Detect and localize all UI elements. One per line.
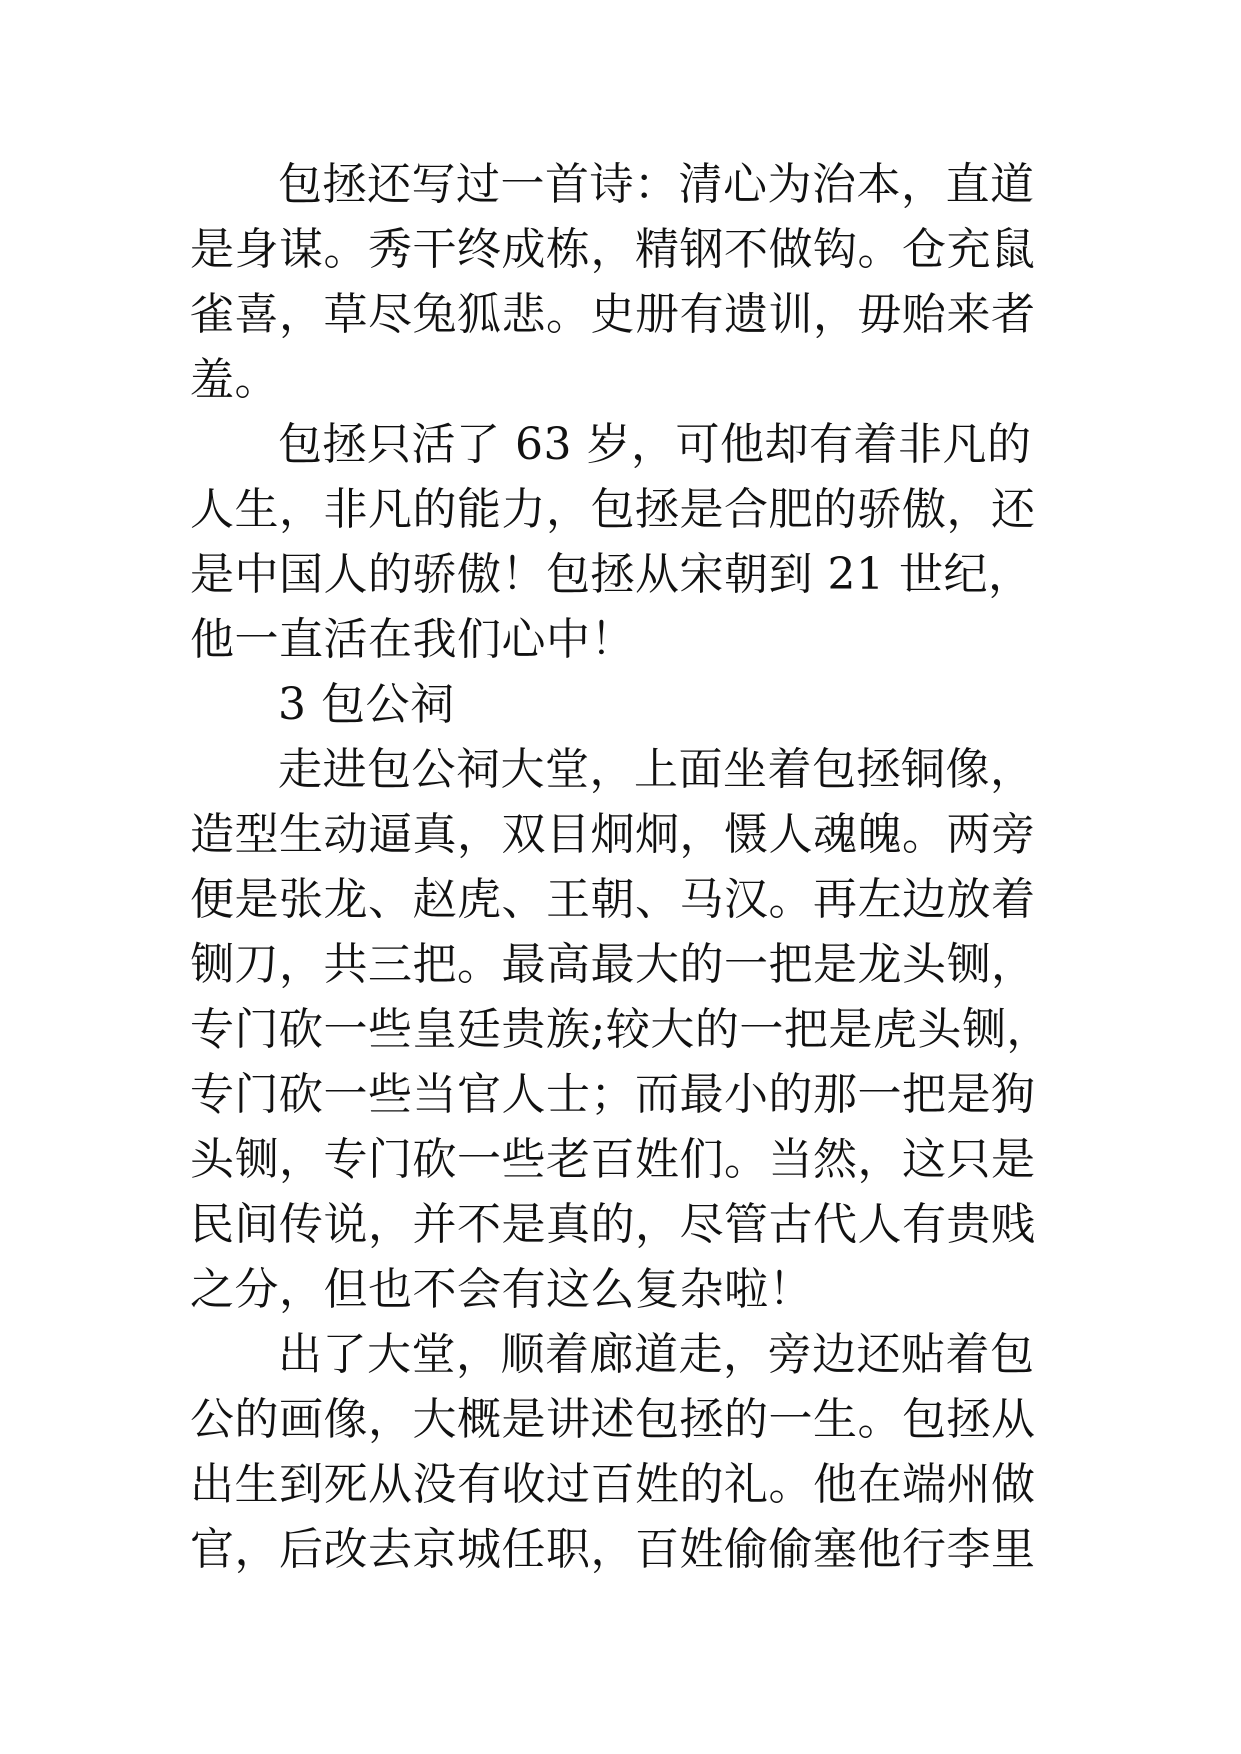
text-line: 是中国人的骄傲！包拯从宋朝到 21 世纪， (190, 549, 1033, 600)
text-line: 专门砍一些当官人士；而最小的那一把是狗 (190, 1069, 1036, 1120)
text-line: 羞。 (190, 354, 279, 405)
text-line: 出生到死从没有收过百姓的礼。他在端州做 (190, 1459, 1036, 1510)
body-text (190, 152, 1070, 1582)
text-line: 专门砍一些皇廷贵族;较大的一把是虎头铡， (190, 1004, 1051, 1055)
text-line: 民间传说，并不是真的，尽管古代人有贵贱 (190, 1199, 1036, 1250)
text-line: 头铡，专门砍一些老百姓们。当然，这只是 (190, 1134, 1036, 1185)
text-line: 造型生动逼真，双目炯炯，慑人魂魄。两旁 (190, 809, 1036, 860)
text-line: 出了大堂，顺着廊道走，旁边还贴着包 (278, 1329, 1035, 1380)
text-line: 铡刀，共三把。最高最大的一把是龙头铡， (190, 939, 1036, 990)
text-line: 他一直活在我们心中！ (190, 614, 635, 665)
text-line: 包拯还写过一首诗：清心为治本，直道 (278, 159, 1035, 210)
text-line: 公的画像，大概是讲述包拯的一生。包拯从 (190, 1394, 1036, 1445)
text-line: 包拯只活了 63 岁，可他却有着非凡的 (278, 419, 1032, 470)
text-line: 人生，非凡的能力，包拯是合肥的骄傲，还 (190, 484, 1036, 535)
section-heading: 3 包公祠 (278, 679, 455, 730)
text-line: 便是张龙、赵虎、王朝、马汉。再左边放着 (190, 874, 1036, 925)
text-line: 官，后改去京城任职，百姓偷偷塞他行李里 (190, 1524, 1036, 1575)
text-line: 之分，但也不会有这么复杂啦！ (190, 1264, 813, 1315)
text-line: 走进包公祠大堂，上面坐着包拯铜像， (278, 744, 1035, 795)
text-line: 雀喜，草尽兔狐悲。史册有遗训，毋贻来者 (190, 289, 1036, 340)
text-line: 是身谋。秀干终成栋，精钢不做钩。仓充鼠 (190, 224, 1036, 275)
